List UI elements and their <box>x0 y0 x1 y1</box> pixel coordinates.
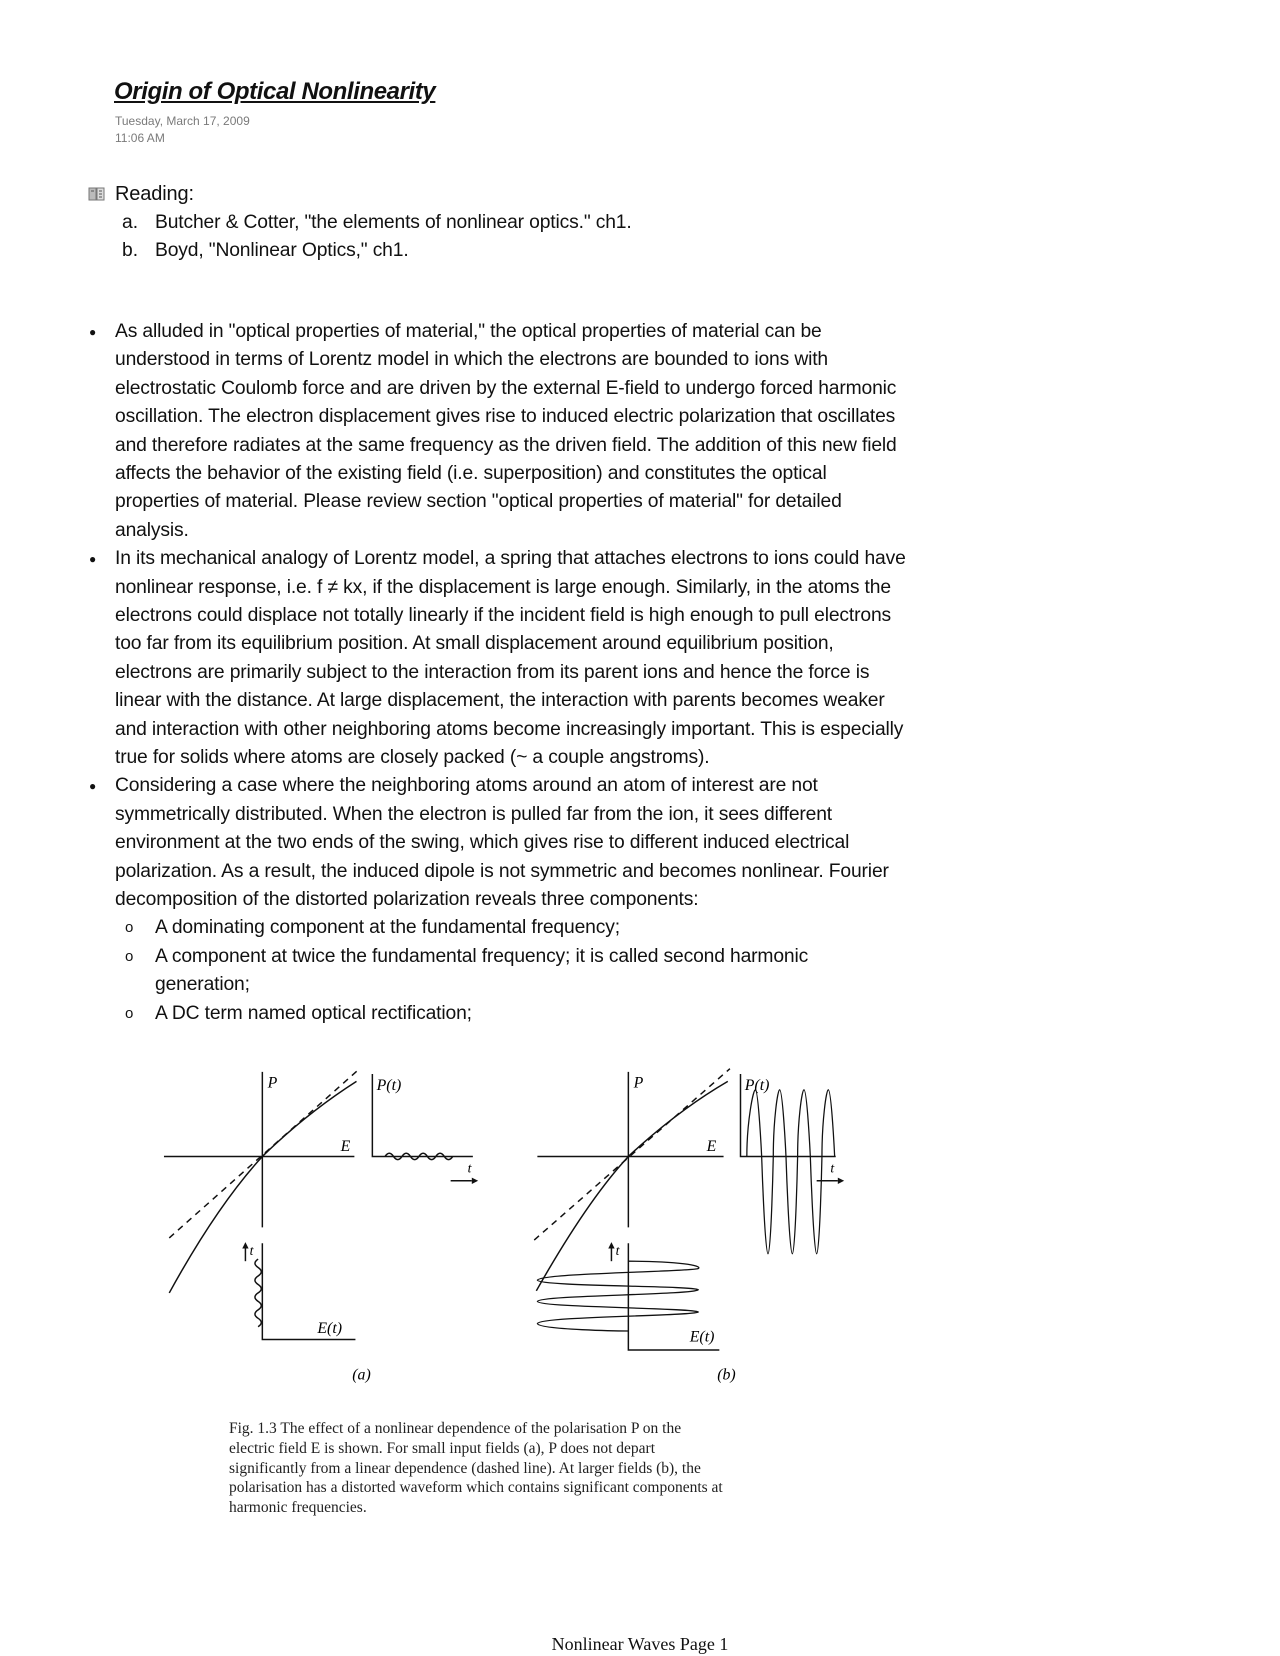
bullet-text-line: and therefore radiates at the same frequency as the driven field. The addition of this new field <box>115 434 897 456</box>
et-wave-b <box>537 1261 698 1331</box>
panel-label-a: (a) <box>352 1366 371 1384</box>
circle-bullet-icon: o <box>125 919 134 937</box>
bullet-text-line: affects the behavior of the existing field (i.e. superposition) and constitutes the optical <box>115 463 827 484</box>
reading-item: Butcher & Cotter, "the elements of nonlinear optics." ch1. <box>155 212 632 233</box>
linear-dashed-a <box>169 1069 359 1238</box>
bullet-text-line: decomposition of the distorted polarization reveals three components: <box>115 889 699 910</box>
bullet-text-line: polarization. As a result, the induced dipole is not symmetric and becomes nonlinear. Fourier <box>115 860 889 882</box>
reading-item-marker: a. <box>122 212 139 233</box>
sub-bullet-text-line: A component at twice the fundamental frequency; it is called second harmonic <box>155 945 809 967</box>
bullet-text-line: electrons could displace not totally linearly if the incident field is high enough to pull electrons <box>115 605 892 626</box>
bullet-dot-icon: ● <box>89 552 97 567</box>
label-p-b: P <box>633 1074 644 1092</box>
bullet-text-line: oscillation. The electron displacement gives rise to induced electric polarization that oscillates <box>115 406 896 428</box>
bullet-text-line: In its mechanical analogy of Lorentz model, a spring that attaches electrons to ions could have <box>115 548 906 570</box>
bullet-text-line: linear with the distance. At large displacement, the interaction with parents becomes weaker <box>115 690 885 712</box>
pt-wave-b <box>747 1090 835 1254</box>
label-et-b: E(t) <box>689 1328 715 1346</box>
arrowhead-a <box>472 1178 478 1184</box>
label-t-up-b: t <box>615 1242 620 1258</box>
bullet-text-line: electrons are primarily subject to the interaction from its parent ions and hence the force is <box>115 661 870 683</box>
bullet-text-line: Considering a case where the neighboring atoms around an atom of interest are not <box>115 775 818 797</box>
bullet-text-line: electrostatic Coulomb force and are driven by the external E-field to undergo forced harmonic <box>115 377 897 399</box>
caption-line: polarisation has a distorted waveform which contains significant components at <box>229 1479 723 1497</box>
linear-dashed-b <box>534 1069 730 1240</box>
sub-bullet-text-line: A DC term named optical rectification; <box>155 1002 472 1024</box>
caption-line: electric field E is shown. For small input fields (a), P does not depart <box>229 1439 656 1457</box>
label-p-a: P <box>267 1074 278 1092</box>
label-et-a: E(t) <box>317 1320 343 1338</box>
bullet-text-line: analysis. <box>115 519 189 541</box>
label-t-up-a: t <box>249 1242 254 1258</box>
arrowhead-up-b <box>608 1242 614 1248</box>
caption-line: significantly from a linear dependence (dashed line). At larger fields (b), the <box>229 1459 701 1477</box>
bullet-text-line: and interaction with other neighboring atoms become increasingly important. This is especially <box>115 718 904 740</box>
label-e-b: E <box>706 1138 717 1156</box>
label-e-a: E <box>340 1138 351 1156</box>
caption-line: Fig. 1.3 The effect of a nonlinear dependence of the polarisation P on the <box>229 1420 682 1437</box>
circle-bullet-icon: o <box>125 947 134 965</box>
arrowhead-up-a <box>242 1242 248 1248</box>
reading-label: Reading: <box>115 183 194 205</box>
et-wave-a <box>255 1259 261 1327</box>
panel-label-b: (b) <box>717 1366 736 1384</box>
label-pt-b: P(t) <box>744 1076 770 1094</box>
page-time: 11:06 AM <box>115 131 165 145</box>
bullet-text-line: As alluded in "optical properties of material," the optical properties of material can be <box>115 321 822 342</box>
label-t-a: t <box>467 1160 472 1176</box>
caption-line: harmonic frequencies. <box>229 1499 367 1517</box>
sub-bullet-text-line: generation; <box>155 974 250 996</box>
bullet-text-line: true for solids where atoms are closely packed (~ a couple angstroms). <box>115 747 710 768</box>
page-date: Tuesday, March 17, 2009 <box>115 114 250 128</box>
circle-bullet-icon: o <box>125 1004 134 1022</box>
bullet-text-line: understood in terms of Lorentz model in which the electrons are bounded to ions with <box>115 349 829 371</box>
page-footer: Nonlinear Waves Page 1 <box>551 1634 729 1654</box>
sub-bullet-text-line: A dominating component at the fundamental frequency; <box>155 917 620 939</box>
bullet-text-line: properties of material. Please review section "optical properties of material" for detailed <box>115 491 842 513</box>
page-title: Origin of Optical Nonlinearity <box>114 78 436 105</box>
bullet-text-line: nonlinear response, i.e. f ≠ kx, if the displacement is large enough. Similarly, in the atoms the <box>115 576 891 598</box>
reading-item: Boyd, "Nonlinear Optics," ch1. <box>155 240 409 262</box>
label-t-b: t <box>830 1160 835 1176</box>
label-pt-a: P(t) <box>376 1076 402 1094</box>
bullet-text-line: too far from its equilibrium position. At small displacement around equilibrium position, <box>115 633 834 655</box>
arrowhead-b <box>838 1178 844 1184</box>
bullet-text-line: symmetrically distributed. When the electron is pulled far from the ion, it sees different <box>115 803 833 825</box>
bullet-text-line: environment at the two ends of the swing, which gives rise to different induced electrical <box>115 832 850 854</box>
nonlinear-curve-b <box>536 1081 727 1290</box>
reading-item-marker: b. <box>122 240 139 262</box>
bullet-dot-icon: ● <box>89 325 97 339</box>
bullet-dot-icon: ● <box>89 779 97 794</box>
